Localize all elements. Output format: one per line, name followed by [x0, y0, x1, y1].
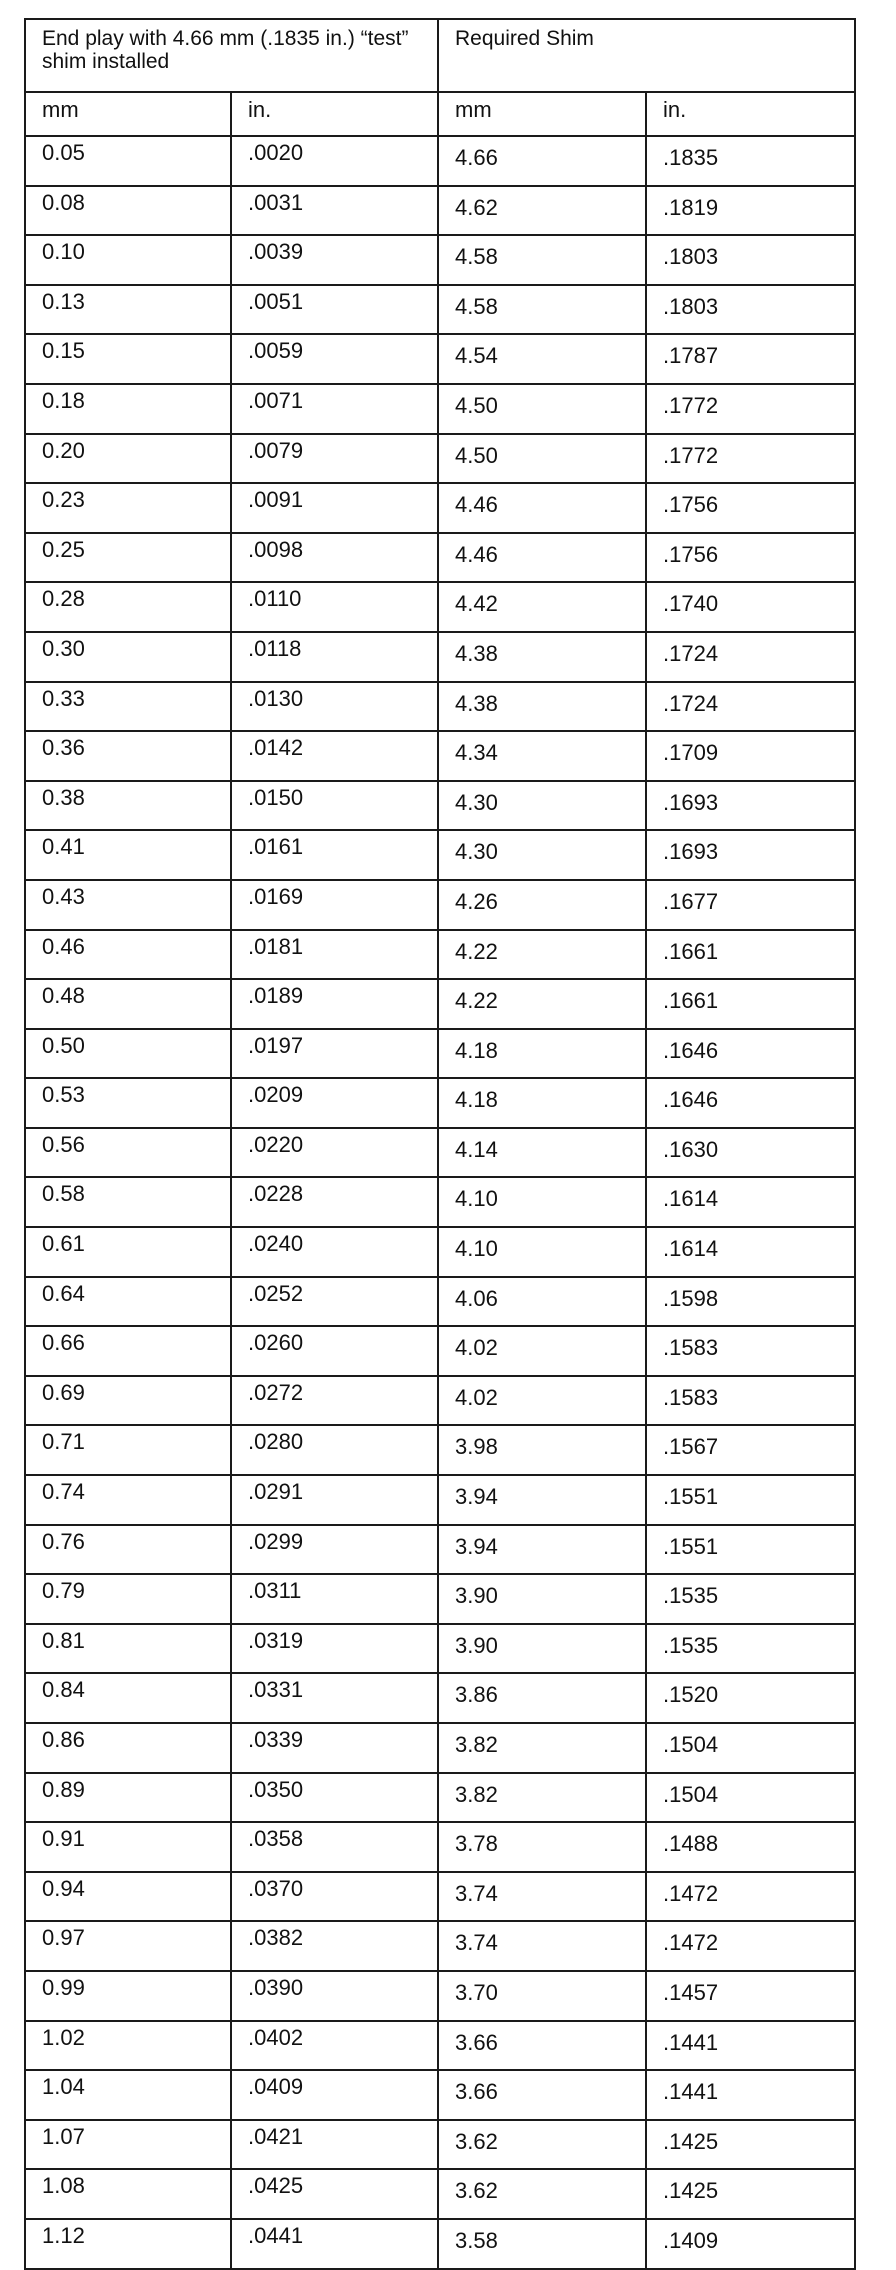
required-shim-in-cell: .1772: [646, 434, 855, 484]
required-shim-in-cell: .1835: [646, 136, 855, 186]
table-row: [25, 285, 855, 335]
end-play-mm-cell: 0.99: [25, 1971, 231, 2021]
end-play-mm-cell: 0.94: [25, 1872, 231, 1922]
table-row: [25, 136, 855, 186]
end-play-in-cell: .0272: [231, 1376, 438, 1426]
required-shim-in-cell: .1583: [646, 1326, 855, 1376]
end-play-in-cell: .0079: [231, 434, 438, 484]
end-play-in-cell: .0291: [231, 1475, 438, 1525]
required-shim-in-cell: .1488: [646, 1822, 855, 1872]
table-row: [25, 334, 855, 384]
end-play-mm-cell: 0.50: [25, 1029, 231, 1079]
required-shim-in-cell: .1535: [646, 1624, 855, 1674]
required-shim-mm-cell: 4.02: [438, 1326, 646, 1376]
required-shim-mm-cell: 4.30: [438, 830, 646, 880]
required-shim-in-cell: .1693: [646, 830, 855, 880]
table-row: [25, 1525, 855, 1575]
table-row: [25, 1425, 855, 1475]
required-shim-in-cell: .1520: [646, 1673, 855, 1723]
end-play-mm-cell: 0.15: [25, 334, 231, 384]
end-play-mm-cell: 0.97: [25, 1921, 231, 1971]
end-play-in-cell: .0260: [231, 1326, 438, 1376]
table-row: [25, 1326, 855, 1376]
required-shim-in-cell: .1425: [646, 2169, 855, 2219]
required-shim-mm-cell: 4.10: [438, 1177, 646, 1227]
table-row: [25, 1673, 855, 1723]
table-row: [25, 1475, 855, 1525]
required-shim-in-cell: .1551: [646, 1525, 855, 1575]
required-shim-mm-cell: 4.66: [438, 136, 646, 186]
required-shim-mm-cell: 4.18: [438, 1078, 646, 1128]
end-play-mm-cell: 0.30: [25, 632, 231, 682]
required-shim-in-cell: .1472: [646, 1872, 855, 1922]
end-play-mm-cell: 0.64: [25, 1277, 231, 1327]
end-play-mm-cell: 0.79: [25, 1574, 231, 1624]
required-shim-in-cell: .1409: [646, 2219, 855, 2269]
end-play-mm-cell: 0.23: [25, 483, 231, 533]
required-shim-in-header: in.: [646, 92, 855, 136]
required-shim-mm-cell: 4.18: [438, 1029, 646, 1079]
end-play-mm-cell: 0.84: [25, 1673, 231, 1723]
table-row: [25, 1128, 855, 1178]
shim-selection-table: [24, 18, 856, 2270]
table-body: [25, 136, 855, 2269]
end-play-in-cell: .0240: [231, 1227, 438, 1277]
end-play-mm-cell: 0.36: [25, 731, 231, 781]
end-play-header: End play with 4.66 mm (.1835 in.) “test” shim installed: [25, 19, 438, 92]
end-play-mm-cell: 0.91: [25, 1822, 231, 1872]
end-play-mm-cell: 0.28: [25, 582, 231, 632]
table-row: [25, 1971, 855, 2021]
table-row: [25, 979, 855, 1029]
required-shim-mm-cell: 4.46: [438, 533, 646, 583]
end-play-mm-cell: 0.48: [25, 979, 231, 1029]
unit-header-row: [25, 92, 855, 136]
required-shim-in-cell: .1457: [646, 1971, 855, 2021]
required-shim-mm-cell: 4.26: [438, 880, 646, 930]
required-shim-in-cell: .1756: [646, 533, 855, 583]
end-play-in-cell: .0071: [231, 384, 438, 434]
table-row: [25, 731, 855, 781]
required-shim-in-cell: .1504: [646, 1723, 855, 1773]
end-play-in-cell: .0350: [231, 1773, 438, 1823]
required-shim-mm-cell: 4.58: [438, 285, 646, 335]
end-play-mm-cell: 0.20: [25, 434, 231, 484]
required-shim-in-cell: .1661: [646, 979, 855, 1029]
table-row: [25, 2219, 855, 2269]
required-shim-mm-cell: 3.94: [438, 1475, 646, 1525]
required-shim-mm-cell: 4.22: [438, 930, 646, 980]
table-row: [25, 1624, 855, 1674]
required-shim-mm-cell: 4.34: [438, 731, 646, 781]
end-play-in-cell: .0169: [231, 880, 438, 930]
table-row: [25, 1177, 855, 1227]
end-play-mm-cell: 0.74: [25, 1475, 231, 1525]
end-play-in-cell: .0051: [231, 285, 438, 335]
required-shim-mm-cell: 3.74: [438, 1872, 646, 1922]
end-play-in-cell: .0390: [231, 1971, 438, 2021]
group-header-row: [25, 19, 855, 92]
table-row: [25, 1277, 855, 1327]
end-play-in-cell: .0252: [231, 1277, 438, 1327]
required-shim-mm-cell: 3.62: [438, 2169, 646, 2219]
required-shim-in-cell: .1425: [646, 2120, 855, 2170]
end-play-mm-cell: 1.07: [25, 2120, 231, 2170]
required-shim-mm-cell: 4.02: [438, 1376, 646, 1426]
table-row: [25, 930, 855, 980]
required-shim-in-cell: .1614: [646, 1177, 855, 1227]
end-play-in-cell: .0370: [231, 1872, 438, 1922]
end-play-mm-cell: 0.71: [25, 1425, 231, 1475]
required-shim-in-cell: .1614: [646, 1227, 855, 1277]
table-row: [25, 1029, 855, 1079]
required-shim-mm-cell: 4.10: [438, 1227, 646, 1277]
required-shim-mm-cell: 4.46: [438, 483, 646, 533]
end-play-in-cell: .0197: [231, 1029, 438, 1079]
required-shim-in-cell: .1441: [646, 2021, 855, 2071]
required-shim-in-cell: .1787: [646, 334, 855, 384]
end-play-mm-cell: 0.33: [25, 682, 231, 732]
end-play-in-cell: .0098: [231, 533, 438, 583]
required-shim-mm-cell: 3.82: [438, 1723, 646, 1773]
table-row: [25, 533, 855, 583]
end-play-in-cell: .0425: [231, 2169, 438, 2219]
end-play-in-cell: .0142: [231, 731, 438, 781]
end-play-mm-cell: 1.04: [25, 2070, 231, 2120]
required-shim-mm-cell: 3.70: [438, 1971, 646, 2021]
end-play-in-cell: .0280: [231, 1425, 438, 1475]
required-shim-mm-cell: 3.90: [438, 1624, 646, 1674]
required-shim-in-cell: .1819: [646, 186, 855, 236]
table-row: [25, 483, 855, 533]
end-play-in-cell: .0150: [231, 781, 438, 831]
end-play-mm-cell: 0.66: [25, 1326, 231, 1376]
required-shim-mm-cell: 4.58: [438, 235, 646, 285]
end-play-in-cell: .0311: [231, 1574, 438, 1624]
required-shim-in-cell: .1535: [646, 1574, 855, 1624]
required-shim-mm-cell: 3.62: [438, 2120, 646, 2170]
required-shim-mm-cell: 4.50: [438, 434, 646, 484]
end-play-in-cell: .0358: [231, 1822, 438, 1872]
required-shim-mm-cell: 3.94: [438, 1525, 646, 1575]
end-play-mm-cell: 0.13: [25, 285, 231, 335]
end-play-mm-cell: 0.05: [25, 136, 231, 186]
table-row: [25, 384, 855, 434]
required-shim-in-cell: .1724: [646, 682, 855, 732]
end-play-in-cell: .0031: [231, 186, 438, 236]
required-shim-header: Required Shim: [438, 19, 855, 92]
required-shim-mm-cell: 3.82: [438, 1773, 646, 1823]
end-play-mm-cell: 0.25: [25, 533, 231, 583]
end-play-in-cell: .0331: [231, 1673, 438, 1723]
end-play-in-cell: .0441: [231, 2219, 438, 2269]
end-play-mm-cell: 0.46: [25, 930, 231, 980]
required-shim-mm-cell: 4.62: [438, 186, 646, 236]
table-row: [25, 1227, 855, 1277]
end-play-mm-cell: 0.08: [25, 186, 231, 236]
end-play-mm-cell: 0.18: [25, 384, 231, 434]
end-play-in-cell: .0209: [231, 1078, 438, 1128]
required-shim-mm-cell: 3.78: [438, 1822, 646, 1872]
end-play-in-cell: .0382: [231, 1921, 438, 1971]
required-shim-in-cell: .1441: [646, 2070, 855, 2120]
end-play-mm-cell: 0.76: [25, 1525, 231, 1575]
required-shim-in-cell: .1551: [646, 1475, 855, 1525]
table-row: [25, 1723, 855, 1773]
table-row: [25, 434, 855, 484]
end-play-in-cell: .0091: [231, 483, 438, 533]
required-shim-in-cell: .1472: [646, 1921, 855, 1971]
required-shim-in-cell: .1567: [646, 1425, 855, 1475]
end-play-mm-cell: 0.41: [25, 830, 231, 880]
end-play-in-cell: .0110: [231, 582, 438, 632]
required-shim-mm-cell: 3.86: [438, 1673, 646, 1723]
required-shim-in-cell: .1583: [646, 1376, 855, 1426]
table-row: [25, 2169, 855, 2219]
required-shim-mm-cell: 3.66: [438, 2021, 646, 2071]
end-play-in-cell: .0130: [231, 682, 438, 732]
end-play-mm-cell: 0.86: [25, 1723, 231, 1773]
table-row: [25, 1921, 855, 1971]
end-play-mm-cell: 0.81: [25, 1624, 231, 1674]
table-row: [25, 1376, 855, 1426]
end-play-mm-cell: 0.43: [25, 880, 231, 930]
end-play-mm-cell: 1.02: [25, 2021, 231, 2071]
required-shim-mm-cell: 3.74: [438, 1921, 646, 1971]
end-play-in-cell: .0189: [231, 979, 438, 1029]
required-shim-mm-cell: 4.38: [438, 632, 646, 682]
required-shim-in-cell: .1803: [646, 285, 855, 335]
end-play-in-cell: .0421: [231, 2120, 438, 2170]
end-play-mm-cell: 0.10: [25, 235, 231, 285]
end-play-mm-cell: 0.56: [25, 1128, 231, 1178]
required-shim-mm-header: mm: [438, 92, 646, 136]
required-shim-in-cell: .1598: [646, 1277, 855, 1327]
table-row: [25, 1574, 855, 1624]
required-shim-mm-cell: 3.66: [438, 2070, 646, 2120]
end-play-mm-cell: 0.58: [25, 1177, 231, 1227]
table-row: [25, 781, 855, 831]
end-play-in-cell: .0299: [231, 1525, 438, 1575]
end-play-in-cell: .0220: [231, 1128, 438, 1178]
required-shim-mm-cell: 3.90: [438, 1574, 646, 1624]
table-row: [25, 2021, 855, 2071]
end-play-mm-cell: 0.61: [25, 1227, 231, 1277]
required-shim-mm-cell: 4.06: [438, 1277, 646, 1327]
table-row: [25, 1078, 855, 1128]
end-play-mm-cell: 0.69: [25, 1376, 231, 1426]
end-play-mm-cell: 0.38: [25, 781, 231, 831]
table-row: [25, 2070, 855, 2120]
required-shim-in-cell: .1646: [646, 1029, 855, 1079]
end-play-mm-cell: 1.08: [25, 2169, 231, 2219]
end-play-in-cell: .0020: [231, 136, 438, 186]
end-play-in-cell: .0228: [231, 1177, 438, 1227]
shim-table-sheet: [24, 18, 854, 2270]
table-row: [25, 186, 855, 236]
table-row: [25, 235, 855, 285]
end-play-mm-cell: 1.12: [25, 2219, 231, 2269]
required-shim-mm-cell: 4.38: [438, 682, 646, 732]
end-play-in-cell: .0319: [231, 1624, 438, 1674]
table-row: [25, 1822, 855, 1872]
required-shim-in-cell: .1646: [646, 1078, 855, 1128]
end-play-in-cell: .0039: [231, 235, 438, 285]
required-shim-in-cell: .1803: [646, 235, 855, 285]
required-shim-in-cell: .1693: [646, 781, 855, 831]
end-play-in-cell: .0161: [231, 830, 438, 880]
end-play-mm-cell: 0.89: [25, 1773, 231, 1823]
end-play-in-cell: .0402: [231, 2021, 438, 2071]
end-play-in-cell: .0409: [231, 2070, 438, 2120]
table-row: [25, 1773, 855, 1823]
end-play-in-cell: .0118: [231, 632, 438, 682]
required-shim-in-cell: .1756: [646, 483, 855, 533]
required-shim-in-cell: .1709: [646, 731, 855, 781]
end-play-in-cell: .0181: [231, 930, 438, 980]
required-shim-mm-cell: 4.54: [438, 334, 646, 384]
required-shim-in-cell: .1724: [646, 632, 855, 682]
end-play-in-cell: .0339: [231, 1723, 438, 1773]
table-row: [25, 1872, 855, 1922]
table-row: [25, 582, 855, 632]
end-play-mm-cell: 0.53: [25, 1078, 231, 1128]
required-shim-mm-cell: 4.42: [438, 582, 646, 632]
end-play-mm-header: mm: [25, 92, 231, 136]
table-row: [25, 632, 855, 682]
required-shim-in-cell: .1630: [646, 1128, 855, 1178]
required-shim-in-cell: .1677: [646, 880, 855, 930]
required-shim-in-cell: .1772: [646, 384, 855, 434]
required-shim-mm-cell: 4.14: [438, 1128, 646, 1178]
end-play-in-cell: .0059: [231, 334, 438, 384]
required-shim-in-cell: .1504: [646, 1773, 855, 1823]
end-play-in-header: in.: [231, 92, 438, 136]
required-shim-in-cell: .1740: [646, 582, 855, 632]
table-row: [25, 880, 855, 930]
required-shim-mm-cell: 4.22: [438, 979, 646, 1029]
required-shim-mm-cell: 3.98: [438, 1425, 646, 1475]
table-row: [25, 682, 855, 732]
required-shim-in-cell: .1661: [646, 930, 855, 980]
required-shim-mm-cell: 3.58: [438, 2219, 646, 2269]
required-shim-mm-cell: 4.30: [438, 781, 646, 831]
required-shim-mm-cell: 4.50: [438, 384, 646, 434]
table-row: [25, 830, 855, 880]
table-row: [25, 2120, 855, 2170]
